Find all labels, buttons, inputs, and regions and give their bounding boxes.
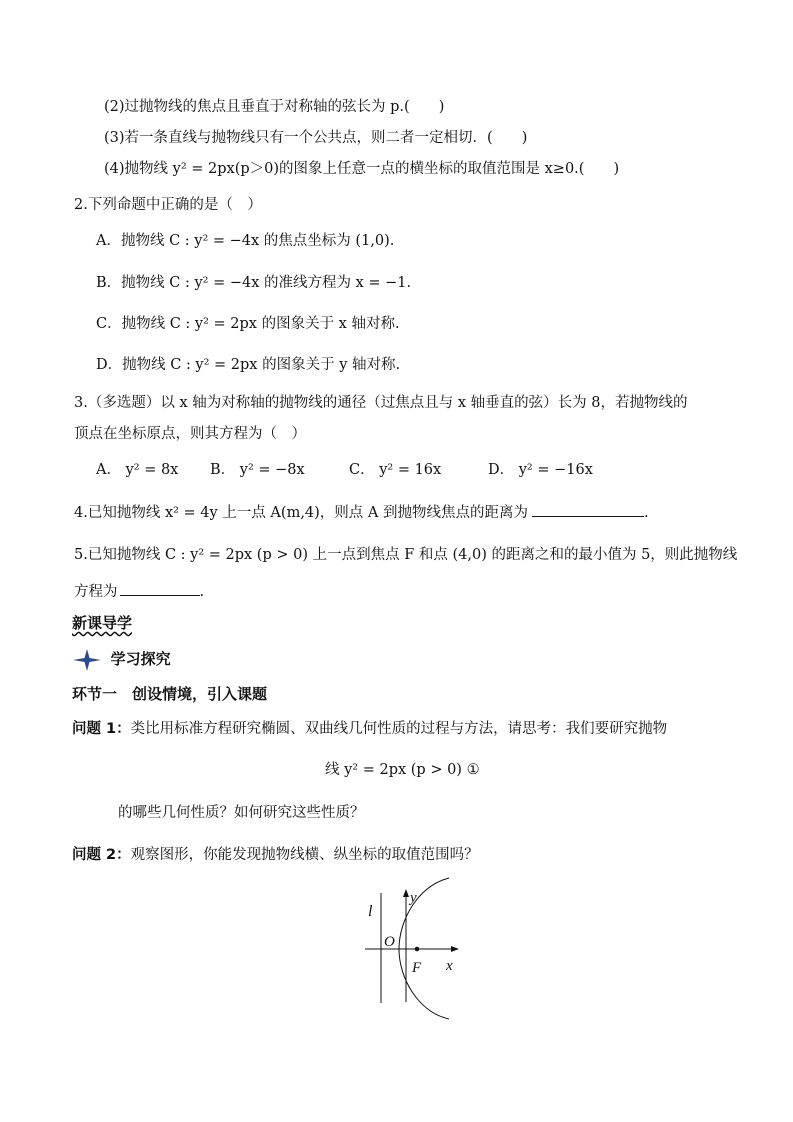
item-4: (4)抛物线 y² = 2px(p＞0)的图象上任意一点的横坐标的取值范围是 x≥0.( ): [104, 161, 620, 177]
answer-blank[interactable]: [120, 581, 200, 596]
label-x-axis: x: [446, 958, 453, 974]
problem-4-end: .: [644, 505, 649, 521]
problem-2-option-b: B．抛物线 C : y² = −4x 的准线方程为 x = −1.: [96, 275, 412, 291]
question-2-text: 观察图形，你能发现抛物线横、纵坐标的取值范围吗？: [130, 847, 479, 863]
question-2: [72, 845, 479, 865]
question-1-line-1: 类比用标准方程研究椭圆、双曲线几何性质的过程与方法，请思考：我们要研究抛物: [130, 721, 668, 737]
question-2-label: 问题 2：: [72, 847, 131, 863]
problem-4: [74, 502, 649, 523]
problem-5-line-2-text: 方程为: [74, 584, 118, 600]
question-1-label: 问题 1：: [72, 721, 131, 737]
item-2: (2)过抛物线的焦点且垂直于对称轴的弦长为 p.( ): [104, 99, 445, 115]
four-point-star-icon: [72, 648, 102, 672]
label-y-axis: y: [410, 890, 417, 906]
problem-5-line-2: [74, 581, 204, 602]
problem-3-option-a: A． y² = 8x: [96, 462, 179, 478]
focus-point: [415, 947, 420, 952]
answer-blank[interactable]: [532, 502, 644, 517]
question-1-formula: 线 y² = 2px (p > 0) ①: [325, 762, 480, 778]
y-axis-arrow: [403, 889, 409, 897]
problem-5-line-1: 5.已知抛物线 C : y² = 2px (p > 0) 上一点到焦点 F 和点 (4,0) 的距离之和的最小值为 5，则此抛物线: [74, 547, 738, 563]
step-1-heading: 环节一 创设情境，引入课题: [72, 685, 268, 703]
subsection-title: 学习探究: [110, 650, 171, 668]
problem-2-option-c: C．抛物线 C : y² = 2px 的图象关于 x 轴对称.: [96, 316, 400, 332]
label-origin: O: [384, 934, 395, 950]
problem-5-end: .: [199, 584, 205, 600]
label-focus: F: [412, 960, 422, 976]
problem-3-option-c: C． y² = 16x: [349, 462, 442, 478]
question-1: [72, 719, 667, 739]
problem-3-line-1: 3.（多选题）以 x 轴为对称轴的抛物线的通径（过焦点且与 x 轴垂直的弦）长为 8，若抛物线的: [74, 395, 688, 411]
parabola-curve: [399, 878, 449, 1019]
problem-3-option-b: B． y² = −8x: [210, 462, 305, 478]
problem-3-option-d: D． y² = −16x: [488, 462, 593, 478]
problem-2-option-d: D．抛物线 C : y² = 2px 的图象关于 y 轴对称.: [96, 357, 401, 373]
problem-3-line-2: 顶点在坐标原点，则其方程为（ ）: [74, 426, 306, 442]
problem-4-text: 4.已知抛物线 x² = 4y 上一点 A(m,4)，则点 A 到抛物线焦点的距离为: [74, 505, 528, 521]
problem-2-option-a: A．抛物线 C : y² = −4x 的焦点坐标为 (1,0).: [96, 233, 395, 249]
x-axis-arrow: [451, 946, 459, 952]
question-1-line-3: 的哪些几何性质？如何研究这些性质？: [118, 805, 365, 821]
label-directrix: l: [368, 903, 373, 920]
problem-2-stem: 2.下列命题中正确的是（ ）: [74, 197, 262, 213]
section-title: 新课导学: [72, 614, 133, 632]
subsection-heading: [72, 648, 171, 672]
item-3: (3)若一条直线与抛物线只有一个公共点，则二者一定相切．( ): [104, 130, 528, 146]
